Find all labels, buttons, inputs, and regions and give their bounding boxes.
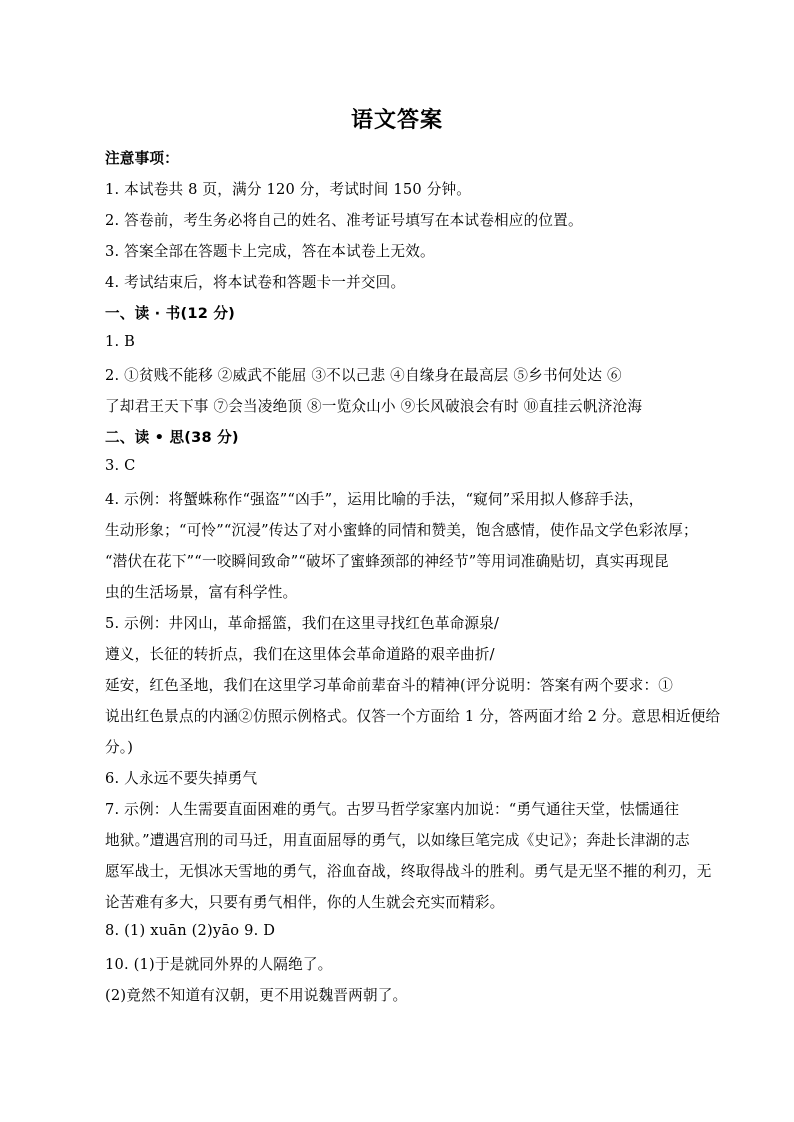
answer-q7-line2: 地狱。”遭遇宫刑的司马迁，用直面屈辱的勇气，以如缘巨笔完成《史记》；奔赴长津湖的志 [105,832,690,849]
answer-q2-line1: 2. ①贫贱不能移 ②威武不能屈 ③不以己悲 ④自缘身在最高层 ⑤乡书何处达 ⑥ [105,367,622,384]
answer-q6: 6. 人永远不要失掉勇气 [105,770,258,787]
answer-q8-q9: 8. (1) xuān (2)yāo 9. D [105,922,276,939]
notice-item-2: 2. 答卷前，考生务必将自己的姓名、准考证号填写在本试卷相应的位置。 [105,212,583,229]
notice-heading: 注意事项： [105,150,179,167]
answer-q10-part2: (2)竟然不知道有汉朝，更不用说魏晋两朝了。 [105,987,408,1004]
answer-q5-line3: 延安，红色圣地，我们在这里学习革命前辈奋斗的精神(评分说明：答案有两个要求：① [105,677,674,694]
answer-q3: 3. C [105,457,136,474]
answer-q7-line4: 论苦难有多大，只要有勇气相伴，你的人生就会充实而精彩。 [105,894,505,911]
answer-q5-line1: 5. 示例：井冈山，革命摇篮，我们在这里寻找红色革命源泉/ [105,615,500,632]
answer-q5-line4: 说出红色景点的内涵②仿照示例格式。仅答一个方面给 1 分，答两面才给 2 分。意思相近便给 [105,708,721,725]
section1-heading: 一、读 · 书(12 分) [105,305,236,322]
answer-q4-line4: 虫的生活场景，富有科学性。 [105,584,298,601]
answer-q7-line3: 愿军战士，无惧冰天雪地的勇气，浴血奋战，终取得战斗的胜利。勇气是无坚不摧的利刃，无 [105,863,712,880]
answer-q4-line3: “潜伏在花下”“一咬瞬间致命”“破坏了蜜蜂颈部的神经节”等用词准确贴切，真实再现昆 [105,553,669,570]
answer-q7-line1: 7. 示例：人生需要直面困难的勇气。古罗马哲学家塞内加说：“勇气通往天堂，怯懦通往 [105,801,680,818]
answer-q1: 1. B [105,333,136,350]
answer-q2-line2: 了却君王天下事 ⑦会当凌绝顶 ⑧一览众山小 ⑨长风破浪会有时 ⑩直挂云帆济沧海 [105,398,643,415]
notice-item-1: 1. 本试卷共 8 页，满分 120 分，考试时间 150 分钟。 [105,181,472,198]
notice-item-4: 4. 考试结束后，将本试卷和答题卡一并交回。 [105,274,406,291]
notice-item-3: 3. 答案全部在答题卡上完成，答在本试卷上无效。 [105,243,435,260]
answer-q5-line5: 分。) [105,739,134,756]
answer-q10-part1: 10. (1)于是就同外界的人隔绝了。 [105,956,333,973]
answer-q4-line1: 4. 示例：将蟹蛛称作“强盗”“凶手”，运用比喻的手法，“窥伺”采用拟人修辞手法， [105,491,644,508]
page-title: 语文答案 [350,108,443,133]
answer-q4-line2: 生动形象；“可怜”“沉浸”传达了对小蜜蜂的同情和赞美，饱含感情，使作品文学色彩浓厚； [105,522,698,539]
answer-q5-line2: 遵义，长征的转折点，我们在这里体会革命道路的艰辛曲折/ [105,646,495,663]
section2-heading: 二、读 • 思(38 分) [105,429,239,446]
